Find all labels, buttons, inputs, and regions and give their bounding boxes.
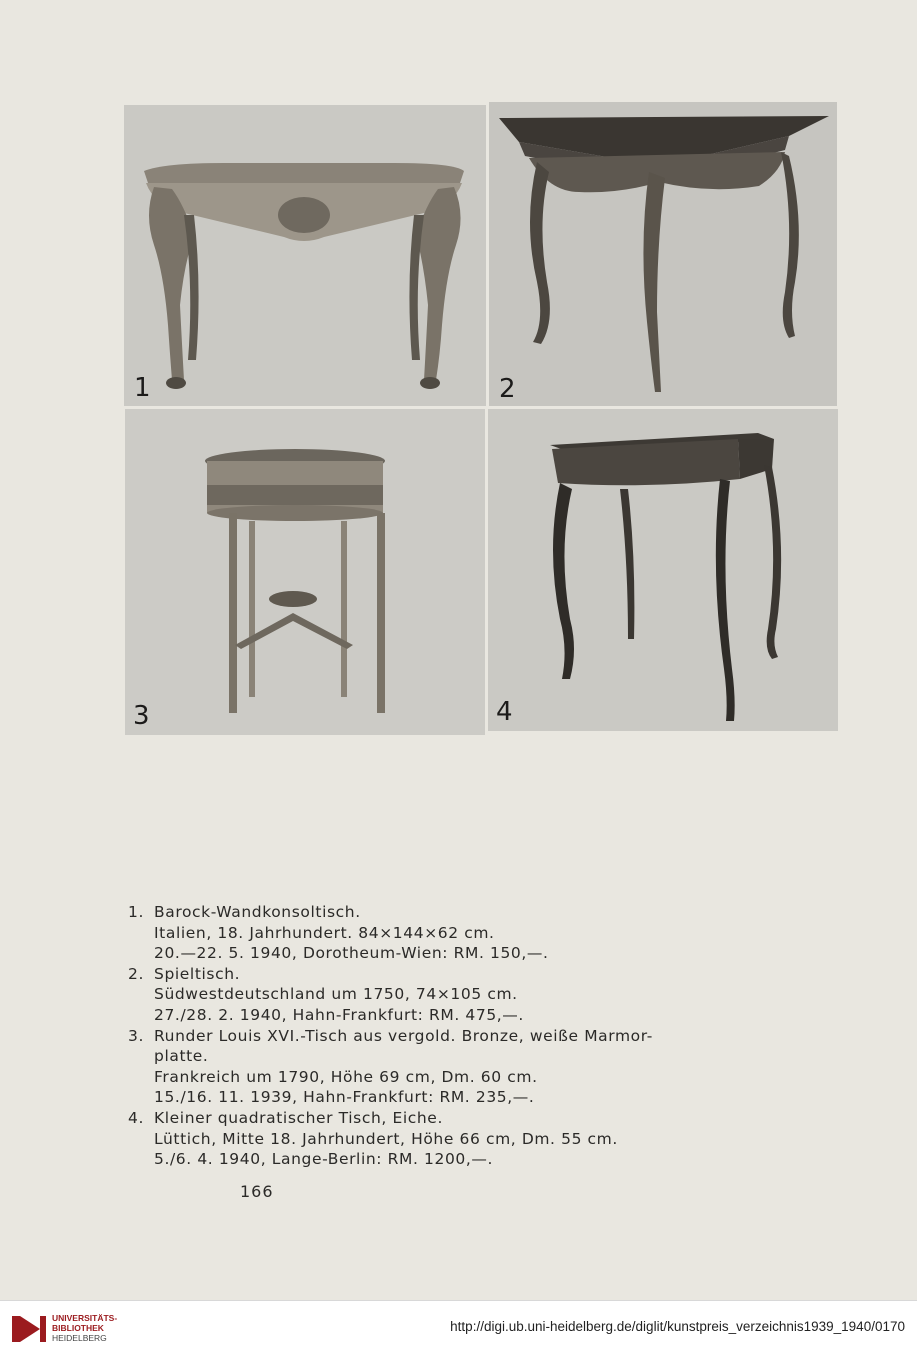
entry-number: 1. <box>128 903 144 921</box>
caption-entry <box>118 964 738 1026</box>
entry-line: 5./6. 4. 1940, Lange-Berlin: RM. 1200,—. <box>154 1150 494 1169</box>
entry-title: Spieltisch. <box>154 964 241 983</box>
caption-entry <box>118 1108 738 1170</box>
caption-entry <box>118 902 738 964</box>
page-number: 166 <box>240 1182 274 1201</box>
university-library-logo-icon[interactable] <box>10 1312 50 1346</box>
photo-baroque-console-table <box>124 105 486 406</box>
source-url-link[interactable]: http://digi.ub.uni-heidelberg.de/diglit/kunstpreis_verzeichnis1939_1940/0170 <box>450 1319 905 1334</box>
library-name-line: BIBLIOTHEK <box>52 1323 104 1333</box>
entry-line: Lüttich, Mitte 18. Jahrhundert, Höhe 66 cm, Dm. 55 cm. <box>154 1129 618 1148</box>
entry-line: 27./28. 2. 1940, Hahn-Frankfurt: RM. 475,—. <box>154 1005 524 1024</box>
entry-line: Italien, 18. Jahrhundert. 84×144×62 cm. <box>154 923 495 942</box>
photo-number: 4 <box>496 697 513 727</box>
entry-line: Frankreich um 1790, Höhe 69 cm, Dm. 60 cm. <box>154 1067 538 1086</box>
round-table-image <box>125 409 485 735</box>
photo-game-table <box>489 102 837 406</box>
entry-number: 2. <box>128 964 144 983</box>
entry-title: Barock-Wandkonsoltisch. <box>154 903 361 921</box>
caption-entry <box>118 1026 738 1108</box>
entry-line: 15./16. 11. 1939, Hahn-Frankfurt: RM. 235,—. <box>154 1088 535 1107</box>
photo-number: 2 <box>499 374 516 404</box>
entry-title: Runder Louis XVI.-Tisch aus vergold. Bronze, weiße Marmor- <box>154 1026 653 1045</box>
library-name-line: UNIVERSITÄTS- <box>52 1313 118 1323</box>
game-table-image <box>489 102 837 406</box>
caption-list <box>118 902 738 1170</box>
photo-round-louis-xvi-table <box>125 409 485 735</box>
footer-bar <box>0 1300 917 1356</box>
square-table-image <box>488 409 838 731</box>
library-name[interactable] <box>52 1313 117 1343</box>
entry-line: platte. <box>154 1047 209 1066</box>
entry-number: 4. <box>128 1108 144 1127</box>
entry-line: Südwestdeutschland um 1750, 74×105 cm. <box>154 985 518 1004</box>
entry-title: Kleiner quadratischer Tisch, Eiche. <box>154 1108 443 1127</box>
console-table-image <box>124 105 486 406</box>
library-name-line: HEIDELBERG <box>52 1333 107 1343</box>
entry-number: 3. <box>128 1026 144 1045</box>
photo-number: 3 <box>133 701 150 731</box>
photo-number: 1 <box>134 373 151 403</box>
entry-line: 20.—22. 5. 1940, Dorotheum-Wien: RM. 150,—. <box>154 944 549 963</box>
photo-square-oak-table <box>488 409 838 731</box>
